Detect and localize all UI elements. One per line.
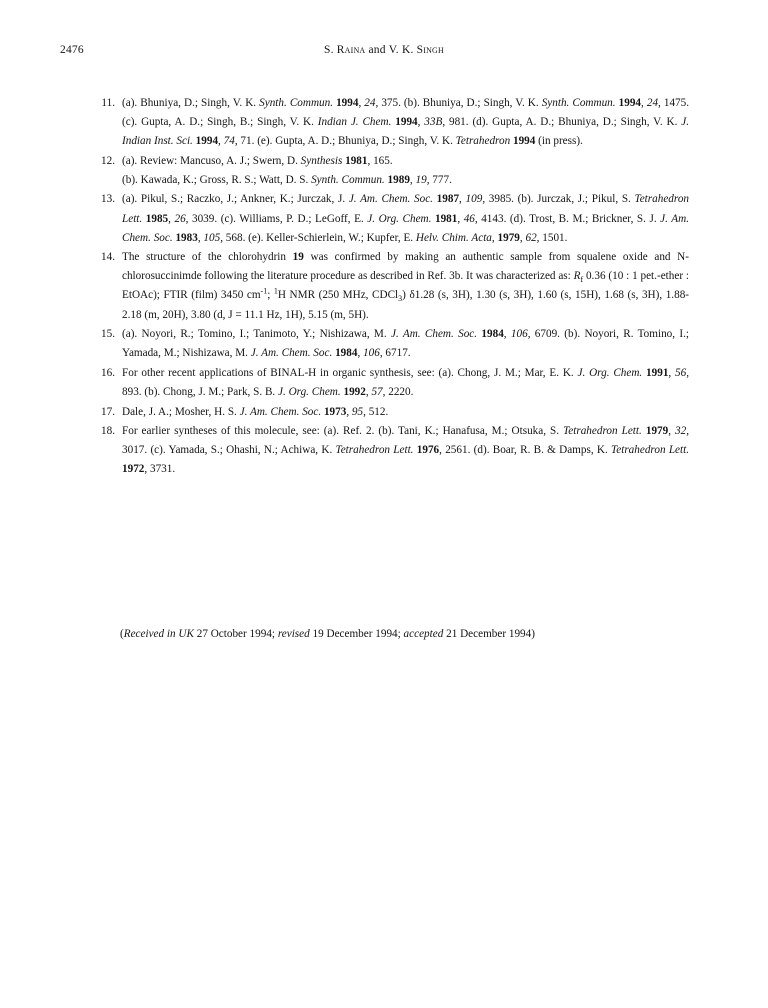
reference-text: (a). Pikul, S.; Raczko, J.; Ankner, K.; Jurczak, J. J. Am. Chem. Soc. 1987, 109, 3985. (b). Jurczak, J.; Pikul, S. Tetrahedron Lett. 1985, 26, 3039. (c). Williams, P. D.; LeGoff, E. J. Org. Chem. 1981, 46, 4143. (d). Trost, B. M.; Brickner, S. J. J. Am. Chem. Soc. 1983, 105, 568. (e). Keller-Schierlein, W.; Kupfer, E. Helv. Chim. Acta, 1979, 62, 1501. (122, 193, 690, 244)
reference-16 (88, 364, 689, 402)
reference-11 (88, 94, 689, 151)
and-text: and (368, 44, 386, 56)
page-number: 2476 (60, 44, 84, 56)
reference-text: For earlier syntheses of this molecule, see: (a). Ref. 2. (b). Tani, K.; Hanafusa, M.; Otsuka, S. Tetrahedron Lett. 1979, 32, 3017. (c). Yamada, S.; Ohashi, N.; Achiwa, K. Tetrahedron Lett. 1976, 2561. (d). Boar, R. B. & Damps, K. Tetrahedron Lett. 1972, 3731. (122, 425, 690, 476)
reference-number: 12. (101, 154, 115, 167)
reference-number: 17. (101, 405, 115, 418)
received-dates-note: (Received in UK 27 October 1994; revised 19 December 1994; accepted 21 December 1994) (120, 628, 535, 640)
reference-number: 15. (101, 328, 115, 341)
reference-15 (88, 325, 689, 363)
running-head (0, 44, 768, 56)
reference-18 (88, 422, 689, 479)
reference-number: 14. (101, 251, 115, 264)
reference-number: 11. (101, 97, 115, 109)
reference-text: (a). Review: Mancuso, A. J.; Swern, D. Synthesis 1981, 165. (122, 154, 393, 167)
reference-text: For other recent applications of BINAL-H in organic synthesis, see: (a). Chong, J. M.; Mar, E. K. J. Org. Chem. 1991, 56, 893. (b). Chong, J. M.; Park, S. B. J. Org. Chem. 1992, 57, 2220. (122, 366, 689, 398)
references-list (88, 94, 689, 480)
reference-number: 18. (101, 425, 115, 438)
reference-text: (a). Bhuniya, D.; Singh, V. K. Synth. Commun. 1994, 24, 375. (b). Bhuniya, D.; Singh, V. K. Synth. Commun. 1994, 24, 1475. (c). Gupta, A. D.; Singh, B.; Singh, V. K. Indian J. Chem. 1994, 33B, 981. (d). Gupta, A. D.; Bhuniya, D.; Singh, V. K. J. Indian Inst. Sci. 1994, 74, 71. (e). Gupta, A. D.; Bhuniya, D.; Singh, V. K. Tetrahedron 1994 (in press). (122, 97, 690, 148)
reference-13 (88, 190, 689, 247)
reference-14 (88, 248, 689, 324)
author-2: V. K. Singh (388, 44, 445, 56)
reference-text: (b). Kawada, K.; Gross, R. S.; Watt, D. S. Synth. Commun. 1989, 19, 777. (122, 173, 452, 186)
reference-number: 13. (101, 193, 115, 206)
reference-number: 16. (101, 366, 115, 379)
reference-text: (a). Noyori, R.; Tomino, I.; Tanimoto, Y.; Nishizawa, M. J. Am. Chem. Soc. 1984, 106, 6709. (b). Noyori, R. Tomino, I.; Yamada, M.; Nishizawa, M. J. Am. Chem. Soc. 1984, 106, 6717. (122, 328, 690, 360)
author-1: S. Raina (323, 44, 366, 56)
reference-17 (88, 403, 689, 422)
reference-text: The structure of the chlorohydrin 19 was confirmed by making an authentic sample from squalene oxide and N-chlorosuccinimde following the literature procedure as described in Ref. 3b. It was characterized as: $R_f$ 0.36 (10 : 1 pet.-ether : EtOAc); FTIR (film) 3450 $cm^{-1}$; $^1$H NMR (250 MHz, CDCl$_3$) δ1.28 (s, 3H), 1.30 (s, 3H), 1.60 (s, 15H), 1.68 (s, 3H), 1.88-2.18 (m, 20H), 3.80 (d, J = 11.1 Hz, 1H), 5.15 (m, 5H). (122, 251, 690, 321)
reference-text: Dale, J. A.; Mosher, H. S. J. Am. Chem. Soc. 1973, 95, 512. (122, 405, 389, 418)
reference-12 (88, 152, 689, 190)
